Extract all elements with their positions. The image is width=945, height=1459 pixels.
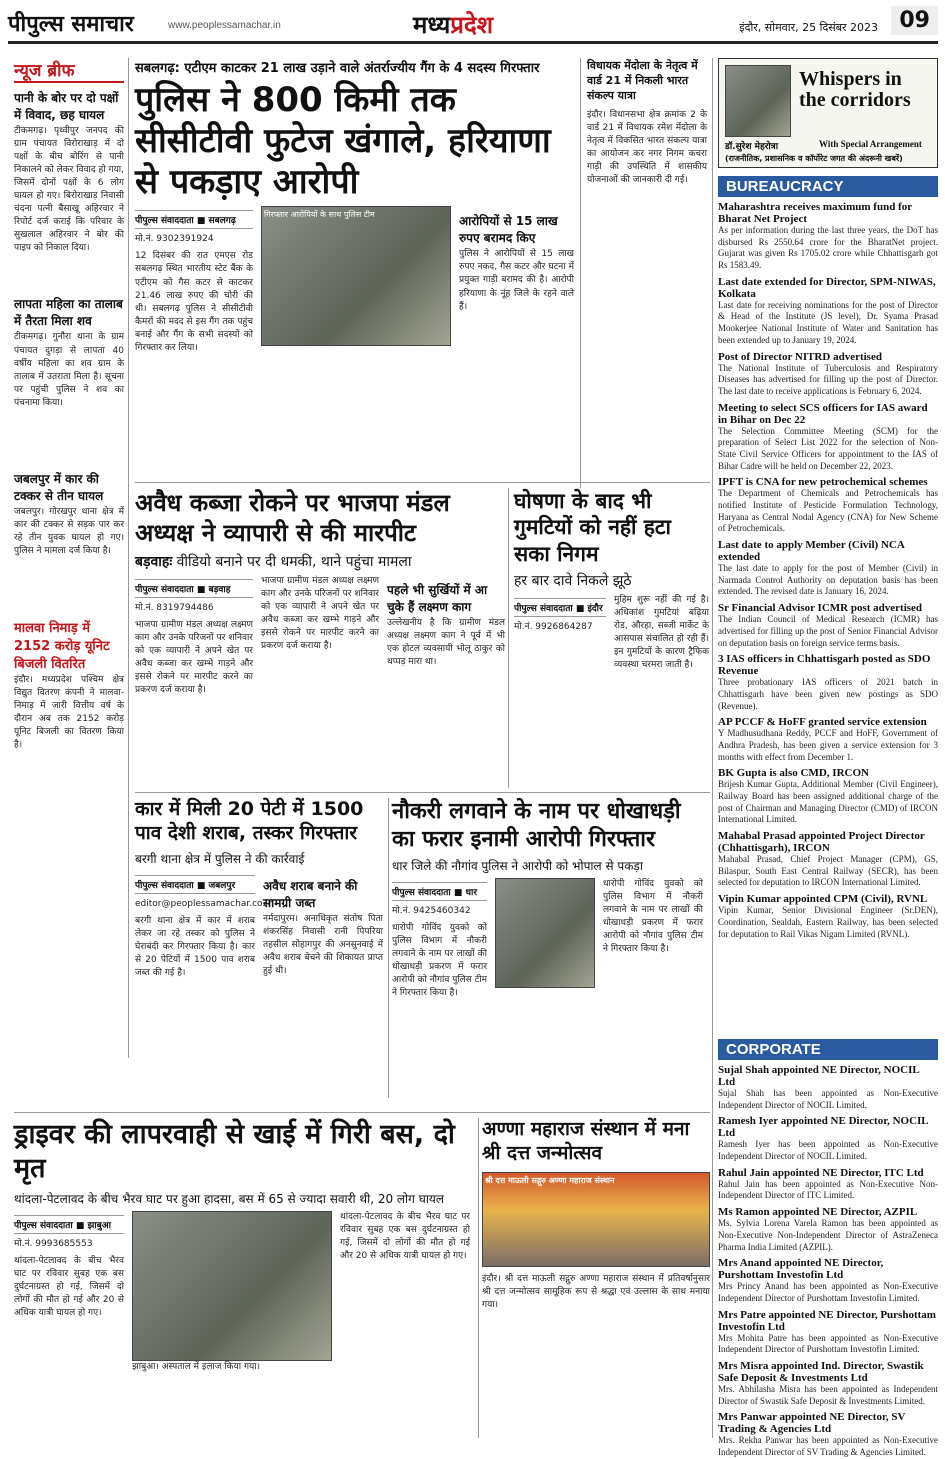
corporate-item-text: Mrs. Rekha Panwar has been appointed as Non-Executive Independent Director of SV Trading & Agencies Limited. bbox=[718, 1435, 938, 1457]
whispers-header bbox=[718, 58, 938, 168]
bureaucracy-item-text: Last date for receiving nominations for the post of Director & Head of the Institute (JS level), Dr. Syama Prasad Mookerjee National Institute of Water and Sanitation has been extended up to January 19, 2024. bbox=[718, 299, 938, 345]
reporter-mobile: मो.नं. 9302391924 bbox=[135, 234, 214, 245]
story-headline[interactable]: घोषणा के बाद भी गुमटियों को नहीं हटा सका निगम bbox=[514, 489, 671, 566]
author-name: डॉ.सुरेश मेहरोत्रा bbox=[725, 142, 779, 152]
story-body-cont: थांदला-पेटलावद के बीच भैरव घाट पर रविवार सुबह एक बस दुर्घटनाग्रस्त हो गई, जिसमें दो लोगों की मौत हो गई और 20 से अधिक यात्री घायल हो गए। bbox=[340, 1211, 470, 1261]
bureaucracy-item-title[interactable]: Mahabal Prasad appointed Project Director (Chhattisgarh), IRCON bbox=[718, 830, 925, 855]
corporate-item-title[interactable]: Mrs Anand appointed NE Director, Purshottam Investofin Ltd bbox=[718, 1257, 884, 1282]
story-headline[interactable]: कार में मिली 20 पेटी में 1500 पाव देशी शराब, तस्कर गिरफ्तार bbox=[135, 798, 364, 844]
bureaucracy-item-text: Brijesh Kumar Gupta, Additional Member (Civil Engineer), Railway Board has been assigned additional charge of the post of Chairman and Managing Director (CMD) of IRCON International Limited. bbox=[718, 779, 938, 825]
side-body: नर्मदापुरम। अनाधिकृत संतोष पिता शंकरसिंह निवासी रानी पिपरिया तहसील सोहागपुर की अनसुनवाई में अवैध शराब बेचने की शिकायत प्राप्त हुई थी। bbox=[263, 913, 383, 976]
bureaucracy-item-text: Vipin Kumar, Senior Divisional Engineer (Sr.DEN), Coordination, Sealdah, Eastern Railway, has been selected for deputation to Rail Vikas Nigam Limited (RVNL). bbox=[718, 905, 938, 939]
bureaucracy-item-text: Three probationary IAS officers of 2021 batch in Chhattisgarh have been given new postings as SDO (Revenue). bbox=[718, 677, 938, 711]
story-bus-accident bbox=[14, 1118, 474, 1438]
story-subhead: बरगी थाना क्षेत्र में पुलिस ने की कार्रवाई bbox=[135, 851, 305, 866]
bureaucracy-item bbox=[718, 716, 938, 763]
story-headline[interactable]: पुलिस ने 800 किमी तक सीसीटीवी फुटेज खंगाले, हरियाणा से पकड़ाए आरोपी bbox=[135, 80, 551, 202]
corporate-item-text: Mrs Princy Anand has been appointed as Non-Executive Independent Director of Purshottam Investofin Limited. bbox=[718, 1281, 938, 1303]
corporate-item-title[interactable]: Mrs Patre appointed NE Director, Purshottam Investofin Ltd bbox=[718, 1308, 936, 1333]
bureaucracy-item-title[interactable]: 3 IAS officers in Chhattisgarh posted as SDO Revenue bbox=[718, 653, 931, 678]
newspaper-logo[interactable]: पीपुल्स समाचार bbox=[8, 12, 134, 37]
corporate-item bbox=[718, 1257, 938, 1304]
story-job-fraud bbox=[392, 798, 710, 1098]
bureaucracy-item bbox=[718, 539, 938, 598]
story-subhead: थांदला-पेटलावद के बीच भैरव घाट पर हुआ हादसा, बस में 65 से ज्यादा सवारी थी, 20 लोग घायल bbox=[14, 1191, 445, 1206]
story-gumti bbox=[514, 488, 709, 788]
corporate-item-text: Sujal Shah has been appointed as Non-Executive Independent Director of NOCIL Limited. bbox=[718, 1088, 938, 1110]
corporate-item-title[interactable]: Mrs Panwar appointed NE Director, SV Trading & Agencies Ltd bbox=[718, 1411, 906, 1436]
brief-item-title: लापता महिला का तालाब में तैरता मिला शव bbox=[14, 297, 123, 329]
story-body: थांदला-पेटलावद के बीच भैरव घाट पर रविवार सुबह एक बस दुर्घटनाग्रस्त हो गई, जिसमें दो लोगों की मौत हो गई और 20 से अधिक यात्री घायल हो गए। bbox=[14, 1255, 124, 1318]
story-body: 12 दिसंबर की रात एमएस रोड सबलगढ़ स्थित भारतीय स्टेट बैंक के एटीएम को गैस कटर से काटकर 21.46 लाख रुपए की चोरी की थी। सबलगढ़ पुलिस ने सीसीटीवी कैमरों की मदद से इस गैंग तक पहुंच बनाई और गैंग के सभी सदस्यों को गिरफ्तार कर लिया। bbox=[135, 251, 253, 353]
bureaucracy-item-text: As per information during the last three years, the DoT has disbursed Rs 2550.64 crore for the BharatNet project. Gujarat was given Rs 1705.02 crore while Chhattisgarh got Rs 1583.49. bbox=[718, 225, 938, 271]
bureaucracy-item-title[interactable]: IPFT is CNA for new petrochemical schemes bbox=[718, 476, 928, 489]
side-body: उल्लेखनीय है कि ग्रामीण मंडल अध्यक्ष लक्ष्मण काग ने पूर्व में भी एक होटल व्यवसायी भोलू ठाकुर को थप्पड़ मारा था। bbox=[387, 618, 505, 668]
story-byline: पीपुल्स संवाददाता ■ धार bbox=[392, 882, 487, 901]
hospital-photo bbox=[132, 1211, 332, 1361]
corporate-bar: CORPORATE bbox=[718, 1039, 938, 1060]
brief-item bbox=[14, 470, 124, 558]
story-atm-gang bbox=[135, 58, 575, 478]
corporate-item-title[interactable]: Rahul Jain appointed NE Director, ITC Ltd bbox=[718, 1166, 924, 1179]
story-subhead: हर बार दावे निकले झूठे bbox=[514, 572, 632, 589]
photo-caption: झाबुआ। अस्पताल में इलाज किया गया। bbox=[132, 1361, 260, 1372]
bureaucracy-item-title[interactable]: Last date to apply Member (Civil) NCA extended bbox=[718, 539, 905, 564]
brief-item-title: पानी के बोर पर दो पक्षों में विवाद, छह घायल bbox=[14, 91, 119, 122]
bureaucracy-item-title[interactable]: Vipin Kumar appointed CPM (Civil), RVNL bbox=[718, 893, 928, 906]
bureaucracy-item bbox=[718, 201, 938, 272]
bureaucracy-item-title[interactable]: Maharashtra receives maximum fund for Bharat Net Project bbox=[718, 201, 912, 225]
story-kicker: विधायक मेंदोला के नेतृत्व में वार्ड 21 में निकली भारत संकल्प यात्रा bbox=[587, 59, 698, 102]
reporter-mobile: मो.नं. 8319794486 bbox=[135, 603, 214, 613]
bureaucracy-item-text: The Department of Chemicals and Petrochemicals has notified Institute of Pesticide Formulation Technology, Haryana as Central Nodal Agency (CNA) for New Scheme of Petrochemicals. bbox=[718, 488, 938, 534]
corporate-item-text: Ramesh Iyer has been appointed as Non-Executive Independent Director of NOCIL Limited. bbox=[718, 1139, 938, 1162]
side-body: पुलिस ने आरोपियों से 15 लाख रुपए नकद, गैस कटर और घटना में प्रयुक्त गाड़ी बरामद की है। आरोपी हरियाणा के नूंह जिले के रहने वाले हैं। bbox=[459, 249, 574, 312]
corporate-item bbox=[718, 1206, 938, 1253]
bureaucracy-item bbox=[718, 830, 938, 889]
bureaucracy-item-text: The last date to apply for the post of Member (Civil) in Narmada Control Authority on deputation basis has been extended. The revised date is January 16, 2024. bbox=[718, 563, 938, 597]
bureaucracy-item-text: The Indian Council of Medical Research (ICMR) has advertised for filling up the post of Senior Financial Advisor on deputation basis on foreign service terms basis. bbox=[718, 614, 938, 648]
story-subhead: बड़वाहः वीडियो बनाने पर दी धमकी, थाने पहुंचा मामला bbox=[135, 554, 412, 570]
story-byline: पीपुल्स संवाददाता ■ झाबुआ bbox=[14, 1215, 124, 1234]
corporate-item-title[interactable]: Mrs Misra appointed Ind. Director, Swastik Safe Deposit & Investments Ltd bbox=[718, 1359, 924, 1384]
side-head: पहले भी सुर्खियों में आ चुके हैं लक्ष्मण काग bbox=[387, 583, 488, 614]
section-title: मध्यप्रदेश bbox=[413, 11, 494, 39]
corporate-item bbox=[718, 1411, 938, 1458]
bureaucracy-item bbox=[718, 893, 938, 940]
corporate-item bbox=[718, 1115, 938, 1162]
bureaucracy-item-text: Mahabal Prasad, Chief Project Manager (CPM), GS, Bilaspur, South East Central Railway (SECR), has been selected for deputation to IRCON International Limited. bbox=[718, 854, 938, 888]
story-headline[interactable]: अण्णा महाराज संस्थान में मना श्री दत्त जन्मोत्सव bbox=[482, 1118, 690, 1164]
arrest-photo bbox=[261, 206, 451, 346]
bureaucracy-item-title[interactable]: AP PCCF & HoFF granted service extension bbox=[718, 716, 927, 729]
bureaucracy-item bbox=[718, 351, 938, 398]
bureaucracy-column bbox=[718, 172, 938, 1032]
photo-caption: गिरफ्तार आरोपियों के साथ पुलिस टीम bbox=[264, 210, 375, 220]
story-body-cont: धारोपी गोविंद युवको को पुलिस विभाग में नौकरी लगवाने के नाम पर लाखों की धोखाधड़ी प्रकरण में फरार आरोपी को नौगांव पुलिस टीम ने गिरफ्तार किया है। bbox=[603, 879, 703, 955]
special-arrangement: With Special Arrangement bbox=[819, 139, 922, 149]
corporate-item-title[interactable]: Sujal Shah appointed NE Director, NOCIL Ltd bbox=[718, 1064, 920, 1088]
reporter-mobile: मो.नं. 9926864287 bbox=[514, 621, 593, 632]
corporate-item-text: Mrs. Abhilasha Misra has been appointed as Independent Director of Swastik Safe Deposit & Investments Limited. bbox=[718, 1383, 938, 1406]
story-body: धारोपी गोविंद युवको को पुलिस विभाग में नौकरी लगवाने के नाम पर लाखों की धोखाधड़ी प्रकरण में फरार आरोपी को नौगांव पुलिस टीम ने गिरफ्तार किया है। bbox=[392, 923, 487, 999]
bureaucracy-item bbox=[718, 402, 938, 473]
reporter-email: editor@peoplessamachar.co.in bbox=[135, 898, 274, 909]
story-body: इंदौर। श्री दत्त माऊली सद्गुरु अण्णा महाराज संस्थान में प्रतिवर्षानुसार श्री दत्त जन्मोत्सव सामूहिक रूप से श्रद्धा एवं उल्लास के साथ मनाया गया। bbox=[482, 1273, 710, 1310]
author-photo bbox=[725, 65, 791, 137]
masthead bbox=[8, 6, 938, 44]
corporate-item-text: Rahul Jain has been appointed as Non-Executive Non-Independent Director of ITC Limited. bbox=[718, 1178, 938, 1201]
issue-date: इंदौर, सोमवार, 25 दिसंबर 2023 bbox=[739, 21, 878, 34]
brief-item-title: मालवा निमाड़ में 2152 करोड़ यूनिट बिजली वितरित bbox=[14, 620, 110, 672]
event-photo bbox=[482, 1172, 710, 1267]
page-number: 09 bbox=[891, 6, 938, 35]
bureaucracy-item bbox=[718, 476, 938, 535]
bureaucracy-item-text: The Selection Committee Meeting (SCM) for the preparation of Select List 2022 for the selection of Non-State Civil Service Officers for appointment to the IAS of Bihar Cadre will be held on December 22, 2023. bbox=[718, 425, 938, 471]
corporate-item bbox=[718, 1360, 938, 1407]
side-head: अवैध शराब बनाने की सामग्री जब्त bbox=[263, 878, 358, 910]
bureaucracy-item bbox=[718, 602, 938, 649]
brief-item-text: जबलपुर। गोरखपुर थाना क्षेत्र में कार की टक्कर से सड़क पार कर रहे तीन युवक घायल हो गए। पुलिस ने मामला दर्ज किया है। bbox=[14, 506, 124, 556]
brief-item bbox=[14, 89, 124, 255]
brief-item bbox=[14, 618, 124, 752]
website-url[interactable]: www.peoplessamachar.in bbox=[168, 20, 281, 31]
story-byline: पीपुल्स संवाददाता ■ सबलगढ़ bbox=[135, 210, 253, 229]
corporate-item bbox=[718, 1167, 938, 1202]
story-datt-jayanti bbox=[482, 1118, 710, 1438]
bureaucracy-item-text: The National Institute of Tuberculosis and Respiratory Diseases has advertised for filling up the post of Director. The last date to receive applications is February 6, 2024. bbox=[718, 362, 938, 396]
bureaucracy-item bbox=[718, 653, 938, 712]
bureaucracy-item bbox=[718, 767, 938, 826]
bureaucracy-item-title[interactable]: Sr Financial Advisor ICMR post advertised bbox=[718, 602, 923, 615]
bureaucracy-item-title[interactable]: Meeting to select SCS officers for IAS award in Bihar on Dec 22 bbox=[718, 401, 928, 426]
brief-item-text: टीकमगढ़। गुनौरा थाना के ग्राम पंचायत दुगड़ा से लापता 40 वर्षीय महिला का शव ग्राम के तालाब में उतराता मिला है। सूचना पर पहुंची पुलिस ने शव का पंचनामा किया। bbox=[14, 332, 124, 408]
column-subtitle: (राजनीतिक, प्रशासनिक व कॉर्पोरेट जगत की अंदरूनी खबरें) bbox=[725, 154, 903, 163]
story-byline: पीपुल्स संवाददाता ■ बड़वाह bbox=[135, 579, 253, 598]
corporate-item bbox=[718, 1309, 938, 1356]
brief-item-text: इंदौर। मध्यप्रदेश पश्चिम क्षेत्र विद्युत वितरण कंपनी ने मालवा-निमाड़ में जारी वित्तीय वर्ष के दौरान अब तक 2152 करोड़ यूनिट बिजली का वितरण किया है। bbox=[14, 674, 124, 751]
news-brief-column bbox=[14, 58, 124, 1038]
corporate-item-title[interactable]: Ramesh Iyer appointed NE Director, NOCIL Ltd bbox=[718, 1115, 929, 1140]
story-body: भाजपा ग्रामीण मंडल अध्यक्ष लक्ष्मण काग और उनके परिजनों पर शनिवार को एक व्यापारी ने अपने खेत पर अवैध कब्जा कर खम्भे गाड़ने और इससे रोकने पर मारपीट करने का प्रकरण दर्ज कराया है। bbox=[135, 620, 253, 696]
brief-item bbox=[14, 295, 124, 409]
brief-header: न्यूज ब्रीफ bbox=[14, 58, 124, 83]
corporate-column bbox=[718, 1035, 938, 1457]
story-body: इंदौर। विधानसभा क्षेत्र क्रमांक 2 के वार्ड 21 में विधायक रमेश मेंदोला के नेतृत्व में विकसित भारत संकल्प यात्रा का आयोजन कर नगर निगम कचरा गाड़ी की उपस्थिति में शासकीय योजनाओं की जानकारी दी गई। bbox=[587, 110, 707, 186]
bureaucracy-item bbox=[718, 276, 938, 347]
story-headline[interactable]: ड्राइवर की लापरवाही से खाई में गिरी बस, दो मृत bbox=[14, 1119, 455, 1184]
bureaucracy-bar: BUREAUCRACY bbox=[718, 176, 938, 197]
story-bjp-assault bbox=[135, 488, 505, 788]
bureaucracy-item-title[interactable]: Last date extended for Director, SPM-NIWAS, Kolkata bbox=[718, 275, 936, 300]
reporter-mobile: मो.नं. 9993685553 bbox=[14, 1238, 93, 1249]
story-body-cont: भाजपा ग्रामीण मंडल अध्यक्ष लक्ष्मण काग और उनके परिजनों पर शनिवार को एक व्यापारी ने अपने खेत पर अवैध कब्जा कर खम्भे गाड़ने और इससे रोकने पर मारपीट करने का प्रकरण दर्ज कराया है। bbox=[261, 576, 379, 652]
side-head: आरोपियों से 15 लाख रुपए बरामद किए bbox=[459, 214, 558, 246]
corporate-item-text: Mrs Mohita Patre has been appointed as Non-Executive Independent Director of Purshottam Investofin Limited. bbox=[718, 1332, 938, 1355]
corporate-item-title[interactable]: Ms Ramon appointed NE Director, AZPIL bbox=[718, 1206, 918, 1219]
brief-item-title: जबलपुर में कार की टक्कर से तीन घायल bbox=[14, 471, 104, 503]
accused-photo bbox=[495, 878, 595, 988]
story-headline[interactable]: नौकरी लगवाने के नाम पर धोखाधड़ी का फरार इनामी आरोपी गिरफ्तार bbox=[392, 799, 681, 852]
story-headline[interactable]: अवैध कब्जा रोकने पर भाजपा मंडल अध्यक्ष ने व्यापारी से की मारपीट bbox=[135, 489, 450, 547]
story-liquor-seizure bbox=[135, 798, 385, 1098]
event-banner: श्री दत्त माऊली सद्गुरु अण्णा महाराज संस्थान bbox=[485, 1175, 615, 1185]
story-subhead: धार जिले की नौगांव पुलिस ने आरोपी को भोपाल से पकड़ा bbox=[392, 859, 643, 873]
bureaucracy-item-title[interactable]: BK Gupta is also CMD, IRCON bbox=[718, 767, 869, 780]
bureaucracy-item-text: Y Madhusudhana Reddy, PCCF and HoFF, Government of Andhra Pradesh, has been given a service extension for 3 months with effect from December 1. bbox=[718, 728, 938, 762]
column-title: Whispers in the corridors bbox=[799, 68, 911, 111]
story-sankalp-yatra bbox=[587, 58, 707, 478]
story-body: बरगी थाना क्षेत्र में कार में शराब लेकर जा रहे तस्कर को पुलिस ने घेराबंदी कर गिरफ्तार किया है। कार से 20 पेटियों में 1500 पाव शराब जब्त की गई है। bbox=[135, 915, 255, 978]
corporate-item bbox=[718, 1064, 938, 1111]
story-body: मुहिम शुरू नहीं की गई है। अधिकांश गुमटियां बढ़िया रोड, औरहा, सब्जी मार्केट के आसपास संचालित हो रही हैं। इन गुमटियों के कारण ट्रैफिक व्यवस्था चरमरा जाती है। bbox=[614, 594, 709, 670]
bureaucracy-item-title[interactable]: Post of Director NITRD advertised bbox=[718, 350, 882, 363]
brief-item-text: टीकमगढ़। पृथ्वीपुर जनपद की ग्राम पंचायत विरोराखाड़ में दो पक्षों के बीच बोरिंग से पानी निकालने को लेकर विवाद हो गया, जिसमें दोनों पक्षों के 6 लोग घायल हो गए। बिरोराखाड़ निवासी चंदना पत्नी बैसाखू अहिरवार ने रिपोर्ट दर्ज कराई कि परिवार के सुखलाल अहिरवार ने बोर की पाइप को निकाल दिया। bbox=[14, 126, 124, 254]
reporter-mobile: मो.नं. 9425460342 bbox=[392, 906, 471, 916]
story-byline: पीपुल्स संवाददाता ■ जबलपुर bbox=[135, 875, 255, 894]
story-byline: पीपुल्स संवाददाता ■ इंदौर bbox=[514, 598, 606, 617]
corporate-item-text: Ms. Sylvia Lorena Varela Ramon has been appointed as Non-Executive Non-Independent Director of AstraZeneca Pharma India Limited (AZPIL). bbox=[718, 1218, 938, 1252]
story-kicker: सबलगढ़: एटीएम काटकर 21 लाख उड़ाने वाले अंतर्राज्यीय गैंग के 4 सदस्य गिरफ्तार bbox=[135, 61, 540, 76]
